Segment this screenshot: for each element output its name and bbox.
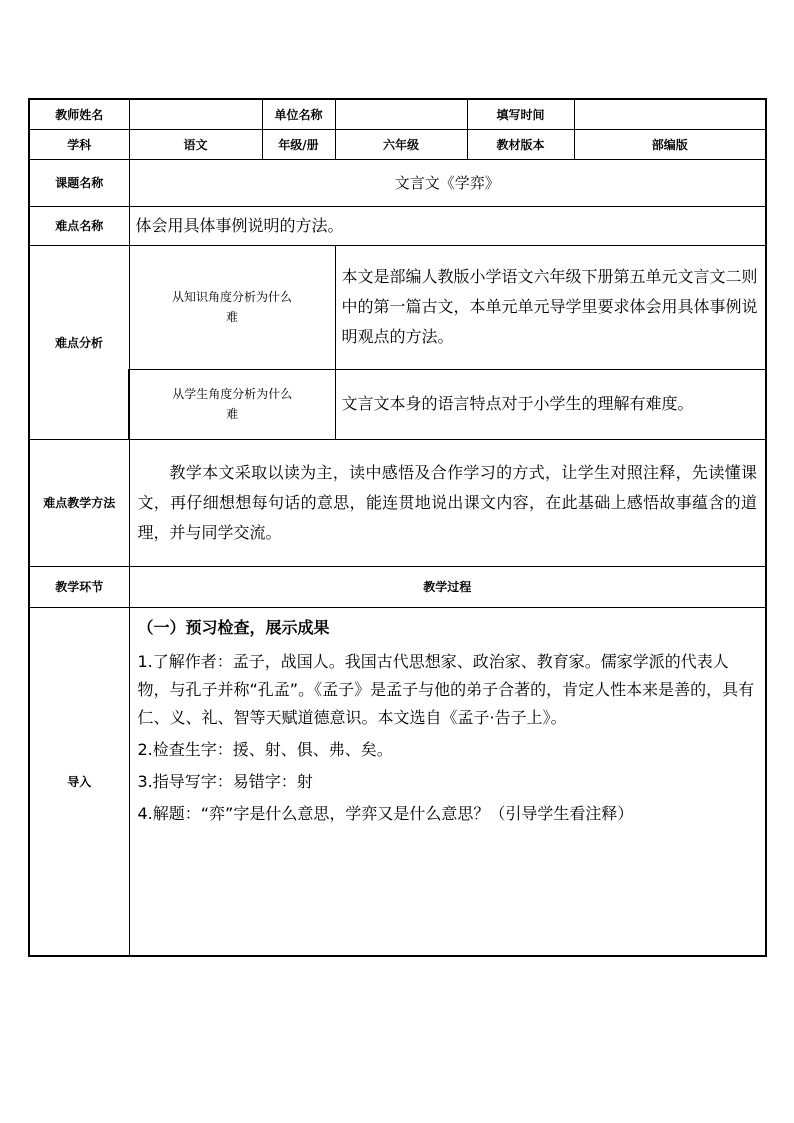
difficulty-text: 体会用具体事例说明的方法。 [129,206,766,245]
intro-row [29,607,766,956]
intro-content [129,607,766,956]
student-angle-text: 从学生角度分析为什么难 [172,387,293,421]
unit-name-value[interactable] [335,99,467,129]
textbook-edition-label: 教材版本 [467,129,574,159]
process-header: 教学过程 [129,566,766,607]
info-row-1 [29,99,766,129]
intro-item-4: 4.解题：“弈”字是什么意思，学弈又是什么意思？（引导学生看注释） [137,803,634,823]
stage-header: 教学环节 [29,566,129,607]
difficulty-row [29,206,766,245]
difficulty-label: 难点名称 [29,206,129,245]
subject-value: 语文 [129,129,262,159]
knowledge-angle-text: 从知识角度分析为什么难 [172,290,293,324]
grade-value: 六年级 [335,129,467,159]
unit-name-label: 单位名称 [262,99,335,129]
teacher-name-value[interactable] [129,99,262,129]
intro-item-3: 3.指导写字：易错字：射 [137,771,313,791]
lesson-plan-table [28,98,767,957]
teacher-name-label: 教师姓名 [29,99,129,129]
process-header-row [29,566,766,607]
knowledge-angle-analysis: 本文是部编人教版小学语文六年级下册第五单元文言文二则中的第一篇古文，本单元单元导学里要求体会用具体事例说明观点的方法。 [335,245,766,369]
intro-item-1: 1.了解作者：孟子，战国人。我国古代思想家、政治家、教育家。儒家学派的代表人物，与孔子并称“孔孟”。《孟子》是孟子与他的弟子合著的，肯定人性本来是善的，具有仁、义、礼、智等天赋道德意识。本文选自《孟子·告子上》。 [137,651,755,727]
grade-label: 年级/册 [262,129,335,159]
topic-label: 课题名称 [29,159,129,206]
knowledge-angle-label [129,245,335,369]
subject-label: 学科 [29,129,129,159]
section-title: （一）预习检查，展示成果 [137,617,330,637]
method-text: 教学本文采取以读为主，读中感悟及合作学习的方式，让学生对照注释，先读懂课文，再仔细想想每句话的意思，能连贯地说出课文内容，在此基础上感悟故事蕴含的道理，并与同学交流。 [129,439,766,566]
method-row [29,439,766,566]
textbook-edition-value: 部编版 [574,129,766,159]
analysis-label: 难点分析 [29,245,129,439]
topic-title: 文言文《学弈》 [129,159,766,206]
info-row-2 [29,129,766,159]
intro-item-2: 2.检查生字：援、射、俱、弗、矣。 [137,739,393,759]
fill-date-label: 填写时间 [467,99,574,129]
student-angle-label [129,369,335,439]
student-angle-analysis: 文言文本身的语言特点对于小学生的理解有难度。 [335,369,766,439]
fill-date-value[interactable] [574,99,766,129]
analysis-student-row [29,369,766,439]
method-label: 难点教学方法 [29,439,129,566]
analysis-knowledge-row [29,245,766,369]
topic-row [29,159,766,206]
stage-intro-label: 导入 [29,607,129,956]
